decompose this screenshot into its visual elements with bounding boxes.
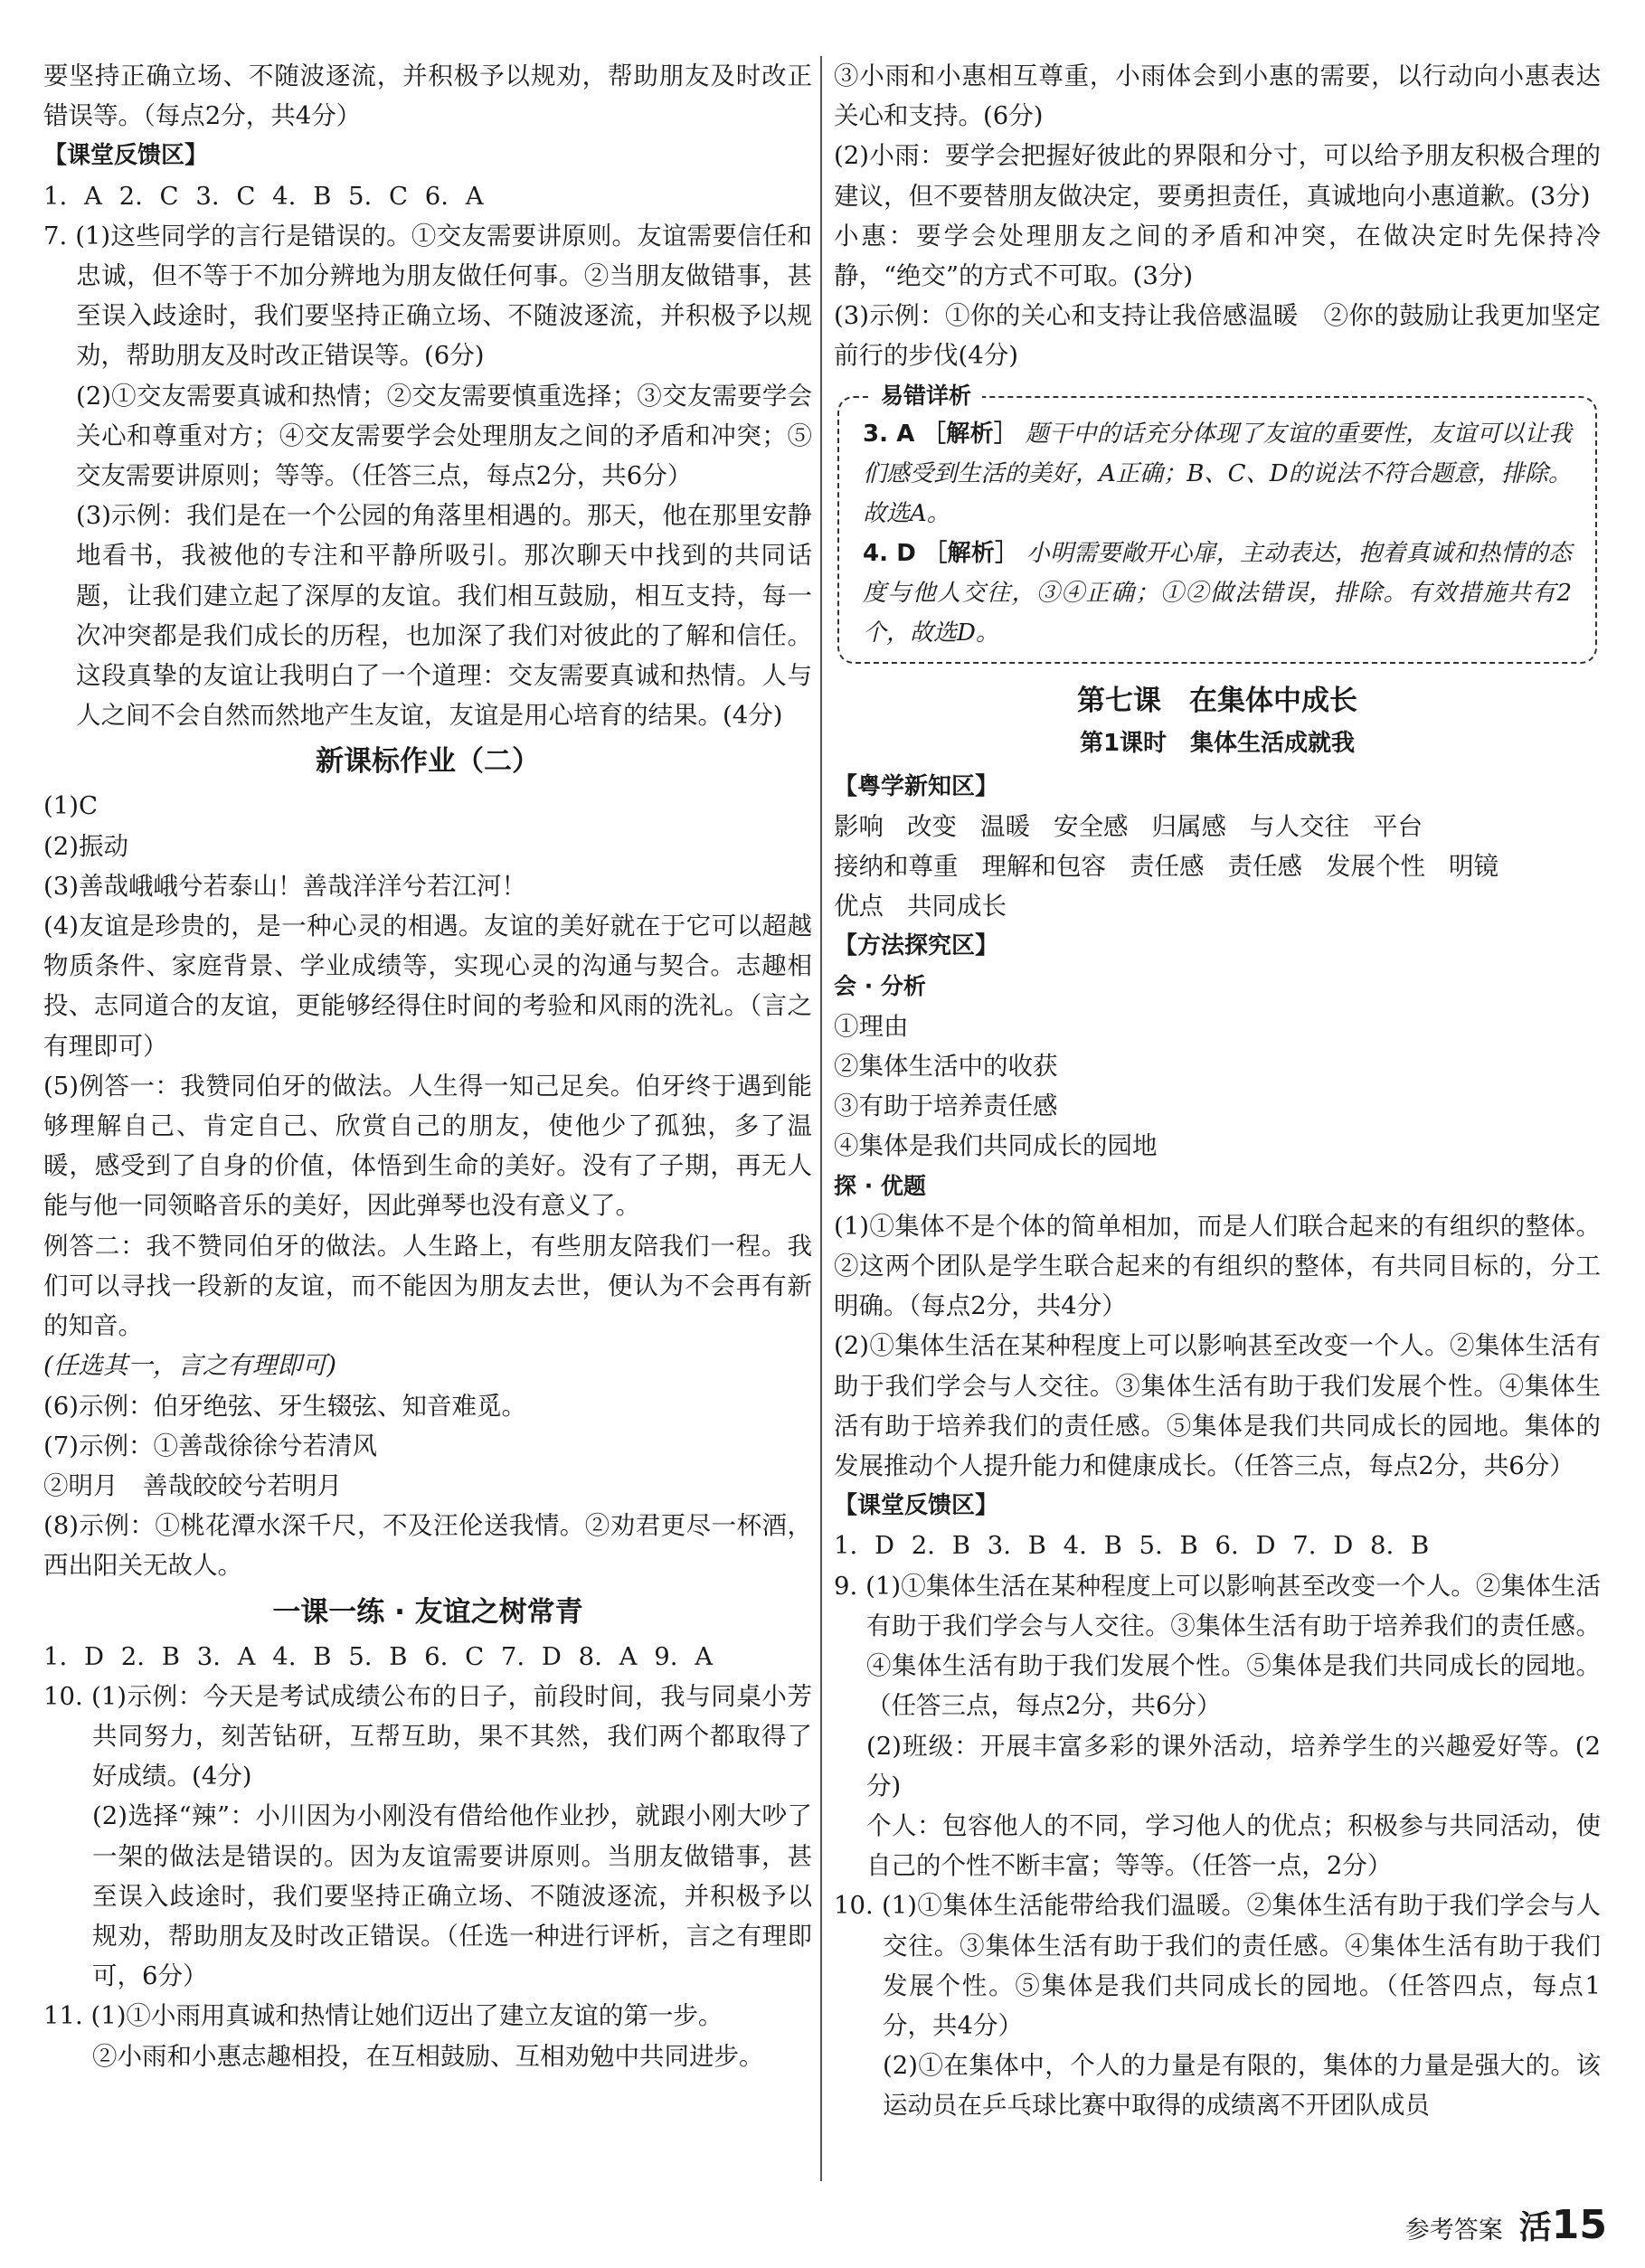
- q11-2-xiaohui: 小惠：要学会处理朋友之间的矛盾和冲突，在做决定时先保持冷静，“绝交”的方式不可取。(3分): [834, 221, 1601, 291]
- page-footer: [1405, 2202, 1607, 2248]
- hw-answer-7b: ②明月 善哉皎皎兮若明月: [43, 1470, 342, 1500]
- hw-answer-2: (2)振动: [43, 831, 128, 861]
- hw-answer-1: (1)C: [43, 791, 98, 821]
- error-analysis-item-3: [863, 414, 1572, 534]
- term: 责任感: [1227, 852, 1302, 882]
- analyze-item-3: ③有助于培养责任感: [834, 1091, 1058, 1121]
- term: 明镜: [1449, 852, 1498, 882]
- term: 安全感: [1054, 811, 1129, 841]
- analysis-text: 小明需要敞开心扉，主动表达，抱着真诚和热情的态度与他人交往，③④正确；①②做法错误，排除。有效措施共有2个，故选D。: [863, 539, 1573, 647]
- term: 与人交往: [1250, 811, 1349, 841]
- term: 优点: [834, 892, 884, 921]
- term: 责任感: [1130, 852, 1205, 882]
- q10-part1: 10. (1)示例：今天是考试成绩公布的日子，前段时间，我与同桌小芳共同努力，刻苦钻研，互帮互助，果不其然，我们两个都取得了好成绩。(4分): [43, 1681, 812, 1791]
- q7-part1: 7. (1)这些同学的言行是错误的。①交友需要讲原则。友谊需要信任和忠诚，但不等于不加分辨地为朋友做任何事。②当朋友做错事，甚至误入歧途时，我们要坚持正确立场、不随波逐流，并积极予以规劝，帮助朋友及时改正错误等。(6分): [43, 221, 812, 371]
- hw-answer-5c: (任选其一，言之有理即可): [43, 1351, 336, 1381]
- error-analysis-box: [837, 382, 1597, 664]
- q9-part3: 个人：包容他人的不同，学习他人的优点；积极参与共同活动，使自己的个性不断丰富；等等。（任答一点，2分）: [866, 1810, 1601, 1881]
- hw-answer-5a: (5)例答一：我赞同伯牙的做法。人生得一知己足矣。伯牙终于遇到能够理解自己、肯定自己、欣赏自己的朋友，使他少了孤独，多了温暖，感受到了自身的价值，体悟到生命的美好。没有了子期，再无人能与他一同领略音乐的美好，因此弹琴也没有意义了。: [43, 1071, 812, 1221]
- error-analysis-item-4: [863, 534, 1572, 653]
- explore-answer-1: (1)①集体不是个体的简单相加，而是人们联合起来的有组织的整体。②这两个团队是学生联合起来的有组织的整体，有共同目标的，分工明确。（每点2分，共4分）: [834, 1211, 1601, 1321]
- analyze-item-4: ④集体是我们共同成长的园地: [834, 1131, 1158, 1161]
- heading-new-curriculum-homework: 新课标作业（二）: [316, 745, 540, 779]
- heading-period-one: 第1课时 集体生活成就我: [1079, 729, 1356, 757]
- terms-row-1: [834, 807, 1601, 846]
- footer-series-tag: 活: [1518, 2209, 1552, 2246]
- analysis-text: 题干中的话充分体现了友谊的重要性，友谊可以让我们感受到生活的美好，A正确；B、C、D的说法不符合题意，排除。故选A。: [863, 420, 1573, 527]
- hw-answer-4: (4)友谊是珍贵的，是一种心灵的相遇。友谊的美好就在于它可以超越物质条件、家庭背景、学业成绩等，实现心灵的沟通与契合。志趣相投、志同道合的友谊，更能够经得住时间的考验和风雨的洗礼。（言之有理即可）: [43, 912, 812, 1061]
- heading-lesson-practice: 一课一练 · 友谊之树常青: [272, 1595, 583, 1629]
- term: 理解和包容: [981, 852, 1106, 882]
- q11-2-xiaoyu: (2)小雨：要学会把握好彼此的界限和分寸，可以给予朋友积极合理的建议，但不要替朋友做决定，要勇担责任，真诚地向小惠道歉。(3分): [834, 141, 1601, 211]
- terms-row-2: [834, 846, 1601, 886]
- analyze-item-1: ①理由: [834, 1011, 909, 1041]
- analysis-tag: ［解析］: [922, 420, 1018, 448]
- term: 平台: [1373, 811, 1423, 841]
- term: 共同成长: [907, 892, 1007, 921]
- footer-label: 参考答案: [1404, 2216, 1503, 2244]
- q10-part2: (2)选择“辣”：小川因为小刚没有借给他作业抄，就跟小刚大吵了一架的做法是错误的。因为友谊需要讲原则。当朋友做错事，甚至误入歧途时，我们要坚持正确立场、不随波逐流，并积极予以规劝，帮助朋友及时改正错误。（任选一种进行评析，言之有理即可，6分）: [92, 1801, 812, 1991]
- terms-row-3: [834, 886, 1601, 926]
- column-divider: [820, 56, 822, 2181]
- left-continuation: 要坚持正确立场、不随波逐流，并积极予以规劝，帮助朋友及时改正错误等。（每点2分，共4分）: [43, 61, 812, 131]
- q10b-part2: (2)①在集体中，个人的力量是有限的，集体的力量是强大的。该运动员在乒乓球比赛中取得的成绩离不开团队成员: [883, 2051, 1601, 2121]
- answer-num: 3. A: [863, 420, 915, 448]
- q10b-part1: 10. (1)①集体生活能带给我们温暖。②集体生活有助于我们学会与人交往。③集体生活有助于我们的责任感。④集体生活有助于我们发展个性。⑤集体是我们共同成长的园地。（任答四点，每点1分，共4分）: [834, 1891, 1601, 2040]
- analysis-tag: ［解析］: [923, 539, 1019, 567]
- error-analysis-title: 易错详析: [870, 380, 982, 412]
- hw-answer-3: (3)善哉峨峨兮若泰山！善哉洋洋兮若江河！: [43, 871, 526, 901]
- left-column: [43, 56, 812, 2076]
- section-method-exploration: 【方法探究区】: [834, 932, 999, 960]
- q7-part3: (3)示例：我们是在一个公园的角落里相遇的。那天，他在那里安静地看书，我被他的专注和平静所吸引。那次聊天中找到的共同话题，让我们建立起了深厚的友谊。我们相互鼓励，相互支持，每一次冲突都是我们成长的历程，也加深了我们对彼此的了解和信任。这段真挚的友谊让我明白了一个道理：交友需要真诚和热情。人与人之间不会自然而然地产生友谊，友谊是用心培育的结果。(4分): [76, 501, 812, 731]
- hw-answer-8: (8)示例：①桃花潭水深千尺，不及汪伦送我情。②劝君更尽一杯酒，西出阳关无故人。: [43, 1511, 812, 1581]
- hw-answer-7a: (7)示例：①善哉徐徐兮若清风: [43, 1431, 377, 1460]
- term: 接纳和尊重: [834, 852, 959, 882]
- section-classroom-feedback-2: 【课堂反馈区】: [834, 1492, 999, 1520]
- q11-part3: ③小雨和小惠相互尊重，小雨体会到小惠的需要，以行动向小惠表达关心和支持。(6分): [834, 61, 1601, 131]
- explore-answer-2: (2)①集体生活在某种程度上可以影响甚至改变一个人。②集体生活有助于我们学会与人交往。③集体生活有助于我们发展个性。④集体生活有助于培养我们的责任感。⑤集体是我们共同成长的园地。集体的发展推动个人提升能力和健康成长。（任答三点，每点2分，共6分）: [834, 1331, 1601, 1481]
- q9-part1: 9. (1)①集体生活在某种程度上可以影响甚至改变一个人。②集体生活有助于我们学会与人交往。③集体生活有助于培养我们的责任感。④集体生活有助于我们发展个性。⑤集体是我们共同成长的园地。（任答三点，每点2分，共6分）: [834, 1571, 1601, 1721]
- q9-part2: (2)班级：开展丰富多彩的课外活动，培养学生的兴趣爱好等。(2分): [866, 1731, 1601, 1800]
- answer-num: 4. D: [863, 539, 916, 567]
- analyze-item-2: ②集体生活中的收获: [834, 1052, 1058, 1082]
- term: 温暖: [980, 811, 1030, 841]
- section-new-knowledge: 【粤学新知区】: [834, 772, 999, 800]
- mcq-answers-2: 1. D 2. B 3. A 4. B 5. B 6. C 7. D 8. A 9. A: [43, 1641, 714, 1671]
- term: 改变: [907, 811, 957, 841]
- section-classroom-feedback: 【课堂反馈区】: [43, 142, 209, 170]
- mcq-answers-1: 1. A 2. C 3. C 4. B 5. C 6. A: [43, 181, 484, 211]
- page-number: 15: [1551, 2202, 1607, 2248]
- q11-part2: ②小雨和小惠志趣相投，在互相鼓励、互相劝勉中共同进步。: [92, 2041, 764, 2071]
- right-column: [834, 56, 1601, 2126]
- q7-part2: (2)①交友需要真诚和热情；②交友需要慎重选择；③交友需要学会关心和尊重对方；④交友需要学会处理朋友之间的矛盾和冲突；⑤交友需要讲原则；等等。（任答三点，每点2分，共6分）: [76, 381, 812, 491]
- mcq-answers-3: 1. D 2. B 3. B 4. B 5. B 6. D 7. D 8. B: [834, 1531, 1430, 1561]
- heading-lesson-seven: 第七课 在集体中成长: [1077, 684, 1357, 717]
- hw-answer-5b: 例答二：我不赞同伯牙的做法。人生路上，有些朋友陪我们一程。我们可以寻找一段新的友谊，而不能因为朋友去世，便认为不会再有新的知音。: [43, 1231, 812, 1341]
- subsection-analyze: 会 · 分析: [834, 972, 926, 999]
- q11-3: (3)示例：①你的关心和支持让我倍感温暖 ②你的鼓励让我更加坚定前行的步伐(4分): [834, 301, 1601, 371]
- term: 影响: [834, 811, 884, 841]
- subsection-explore: 探 · 优题: [834, 1172, 926, 1199]
- q11-part1: 11. (1)①小雨用真诚和热情让她们迈出了建立友谊的第一步。: [43, 2001, 723, 2031]
- term: 发展个性: [1326, 852, 1425, 882]
- hw-answer-6: (6)示例：伯牙绝弦、牙生辍弦、知音难觅。: [43, 1391, 526, 1421]
- term: 归属感: [1151, 811, 1226, 841]
